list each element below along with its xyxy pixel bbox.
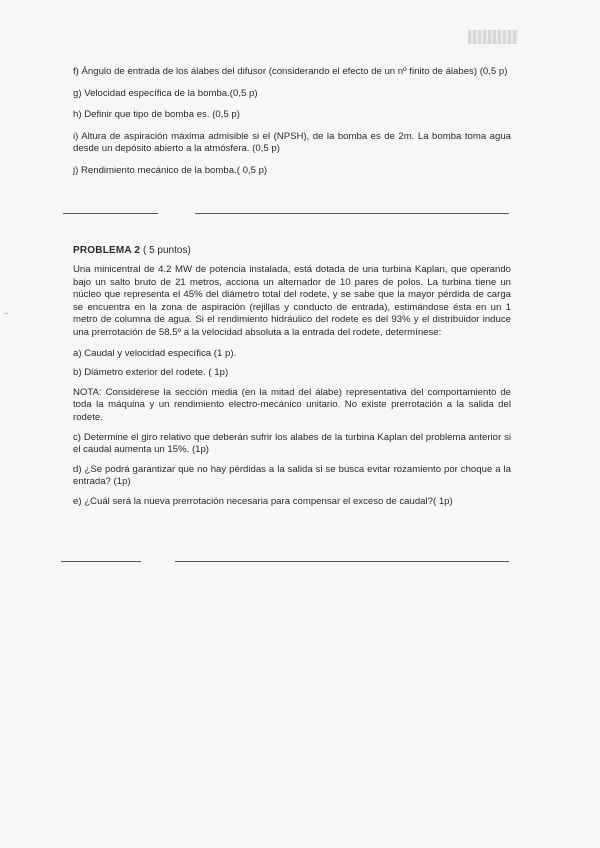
divider-bottom-right [175,561,509,562]
item-f: f) Ángulo de entrada de los álabes del difusor (considerando el efecto de un nº finito de álabes) (0,5 p) [73,66,508,77]
divider-right [195,213,509,214]
item-g: g) Velocidad específica de la bomba.(0,5 p) [73,87,258,99]
item-d: d) ¿Se podrá garantizar que no hay pérdidas a la salida si se busca evitar rozamiento por choque a la entrada? (1p) [73,463,511,488]
item-a: a) Caudal y velocidad específica (1 p). [73,347,237,359]
problem-title [73,244,511,257]
note: NOTA: Considérese la sección media (en la mitad del álabe) representativa del comportamiento de toda la máquina y un rendimiento electro-mecánico unitario. No existe prerrotación a la salida del rodete. [73,386,511,423]
item-b: b) Diámetro exterior del rodete. ( 1p) [73,367,229,379]
scan-stamp [468,30,518,44]
item-c: c) Determine el giro relativo que deberán sufrir los alabes de la turbina Kaplan del problema anterior si el caudal aumenta un 15%. (1p) [73,431,511,456]
problem-title-label: PROBLEMA 2 [73,245,141,256]
item-i: i) Altura de aspiración máxima admisible si el (NPSH), de la bomba es de 2m. La bomba toma agua desde un depósito abierto a la atmósfera. (0,5 p) [73,130,511,155]
problem-points: ( 5 puntos) [140,245,191,256]
problem-statement: Una minicentral de 4.2 MW de potencia instalada, está dotada de una turbina Kaplan, que operando bajo un salto bruto de 21 metros, acciona un alternador de 10 pares de polos. La turbina tiene un núcleo que representa el 45% del diámetro total del rodete, y se sabe que la mayor pérdida de carga se encuentra en la zona de aspiración (rejillas y conducto de entrada), estimándose ésta en un 1 metro de columna de agua. Si el rendimiento hidráulico del rodete es del 93% y el distribuidor induce una prerrotación de 58.5º a la velocidad absoluta a la entrada del rodete, determínese: [73,264,511,338]
item-j: j) Rendimiento mecánico de la bomba.( 0,5 p) [73,164,268,176]
divider-bottom-left [61,561,141,562]
problem2-section [73,244,511,516]
item-e: e) ¿Cuál será la nueva prerrotación necesaria para compensar el exceso de caudal?( 1p) [73,495,453,507]
item-h: h) Definir que tipo de bomba es. (0,5 p) [73,109,240,121]
divider-left [63,213,158,214]
part1-section [73,66,511,187]
margin-mark: .. [4,306,10,316]
